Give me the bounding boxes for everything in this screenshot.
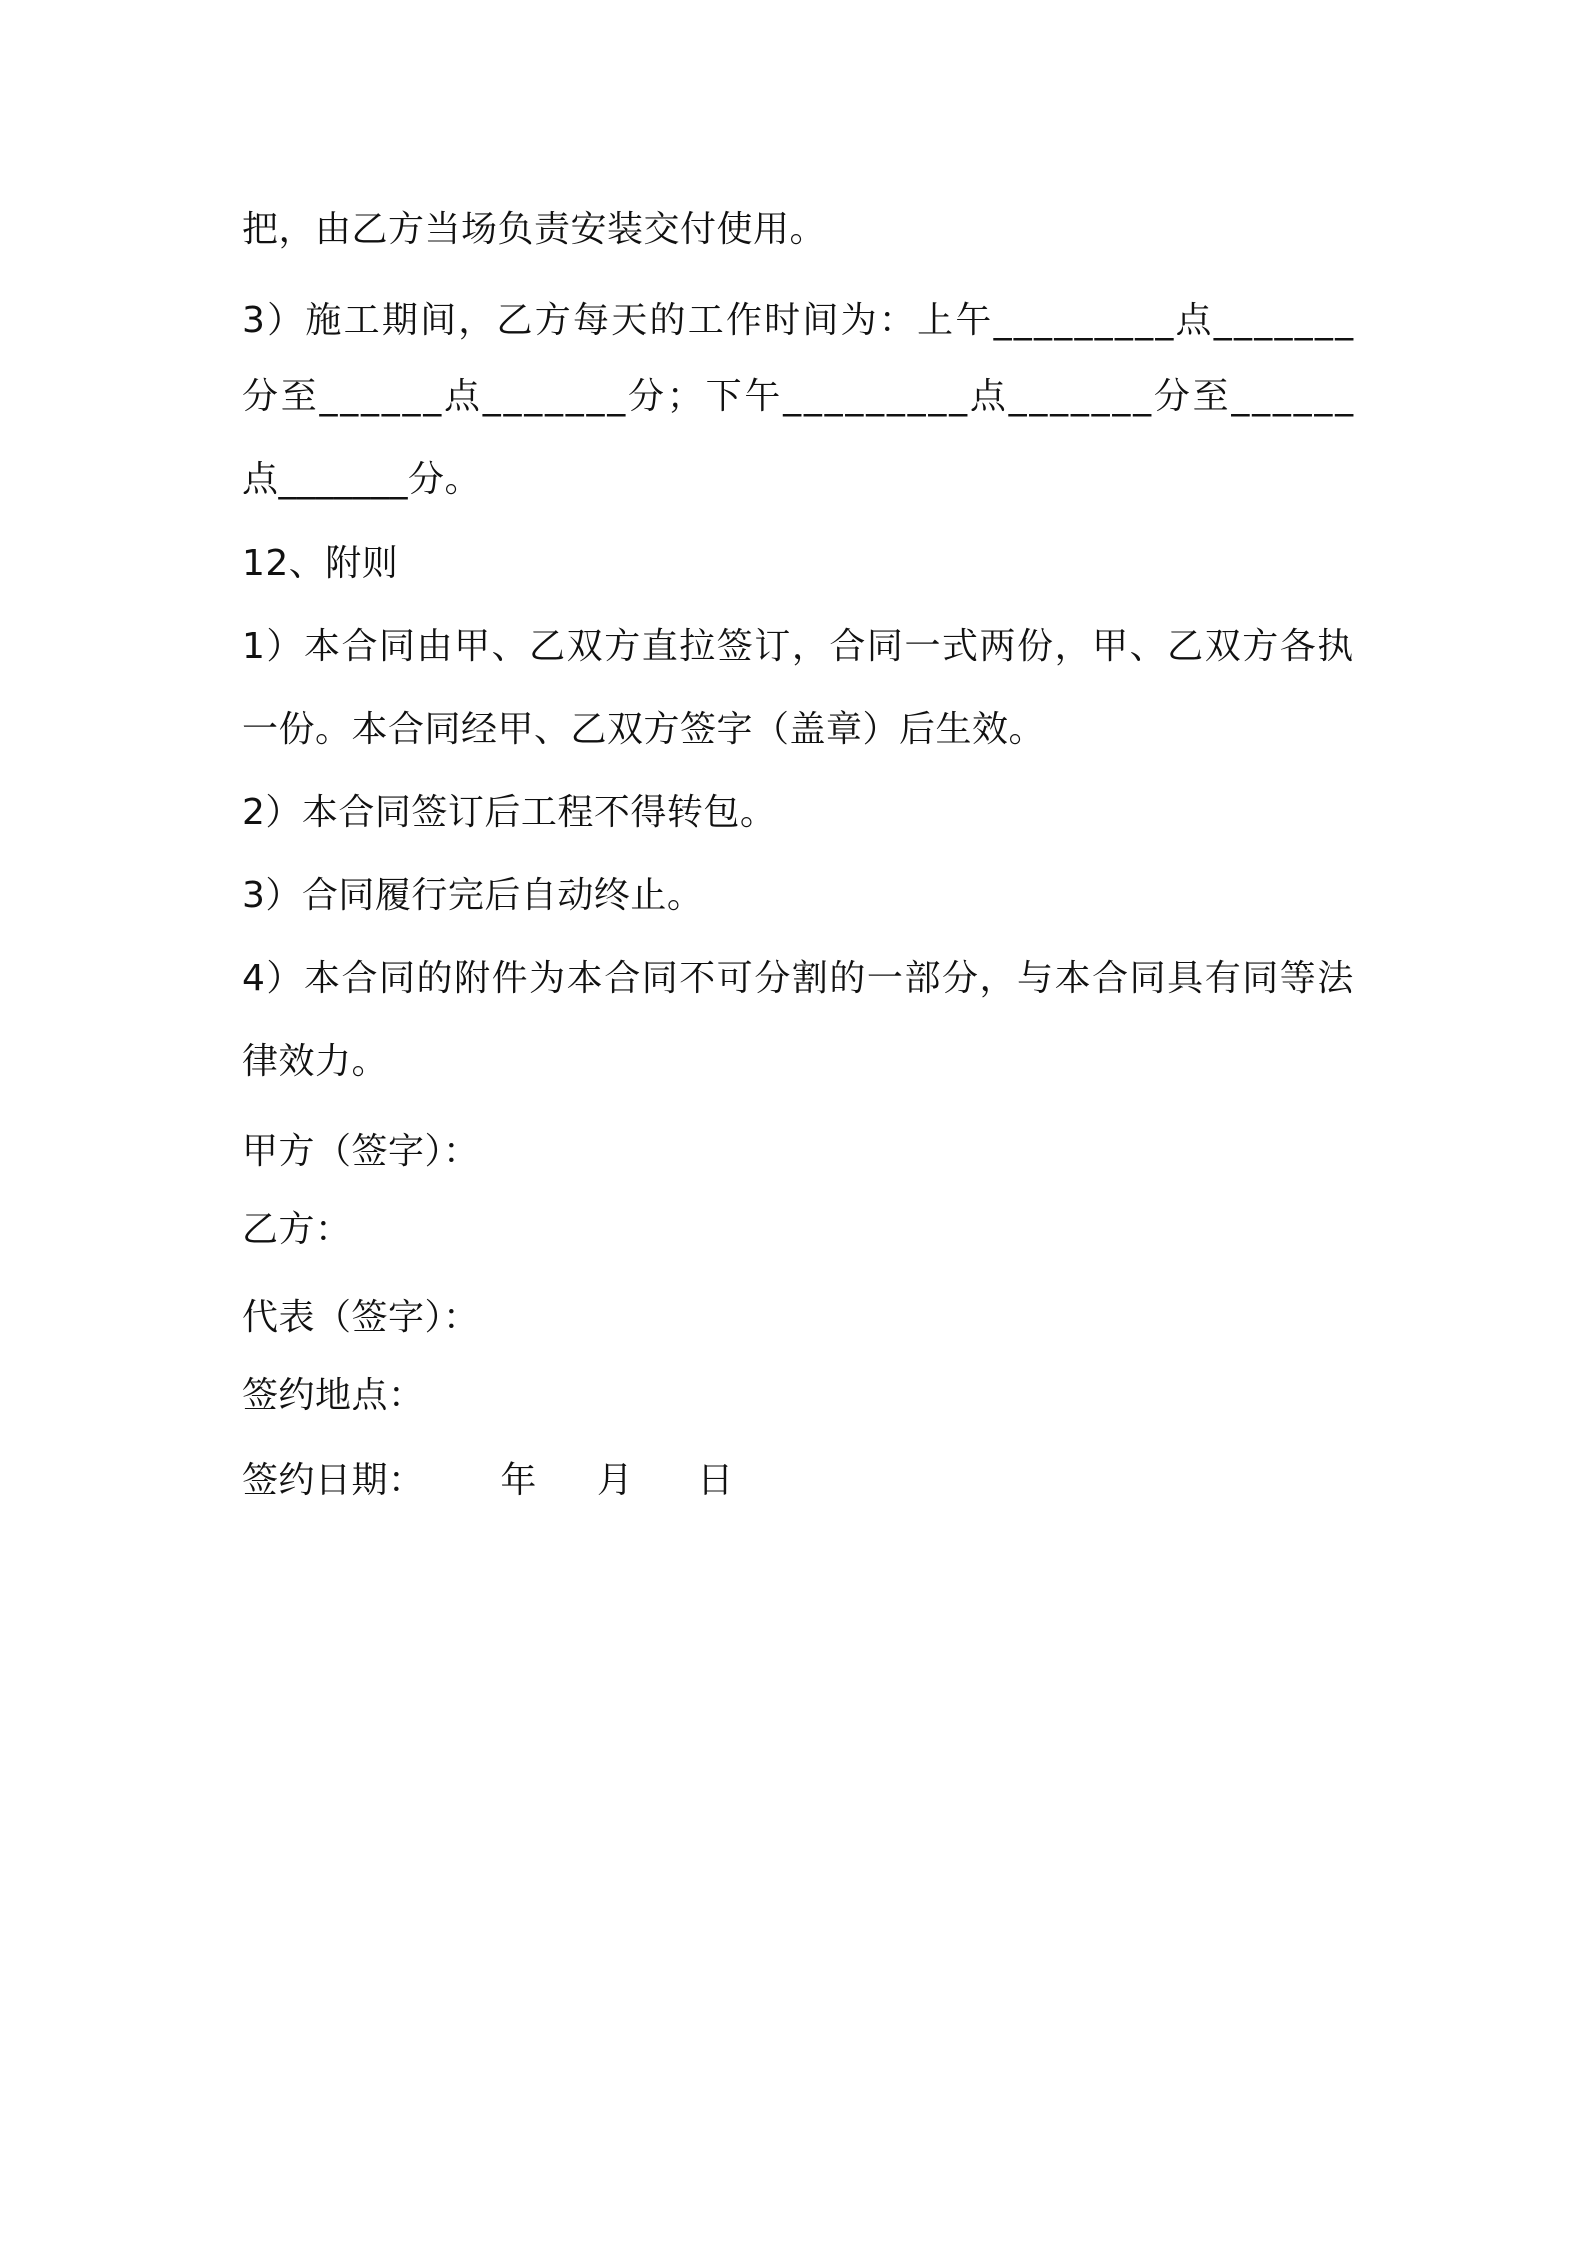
justified-char: 下	[705, 376, 743, 417]
justified-char: 、	[1129, 626, 1167, 667]
justified-char: 割	[791, 958, 829, 999]
justified-char: 部	[904, 958, 941, 999]
justified-char: 签	[716, 626, 754, 667]
section-heading-appendix: 12、附则	[242, 543, 399, 584]
justified-char: _	[1254, 300, 1273, 341]
justified-char: ，	[1054, 626, 1092, 667]
justified-char: 执	[1317, 626, 1354, 667]
justified-char: _	[824, 376, 844, 417]
justified-char: 方	[1242, 626, 1279, 667]
justified-char: 为	[529, 958, 566, 999]
justified-char: _	[1091, 376, 1111, 417]
justified-char: 同	[1242, 958, 1279, 999]
justified-char: 可	[716, 958, 754, 999]
justified-char: 分	[941, 958, 979, 999]
justified-char: 3	[242, 300, 266, 341]
justified-char: 工	[343, 300, 381, 341]
signature-party-b: 乙方：	[242, 1209, 352, 1250]
justified-char: 同	[379, 626, 416, 667]
justified-char: 工	[687, 300, 725, 341]
justified-char: 乙	[529, 626, 566, 667]
justified-char: _	[1034, 300, 1053, 341]
justified-char: 至	[1192, 376, 1230, 417]
justified-char: _	[1135, 300, 1154, 341]
justified-char: 合	[829, 626, 866, 667]
justified-char: 拉	[679, 626, 716, 667]
justified-char: 1	[242, 626, 266, 667]
justified-char: 不	[679, 958, 716, 999]
justified-char: 间	[802, 300, 839, 341]
paragraph-clause-4-line-2: 律效力。	[242, 1041, 389, 1082]
justified-char: 分	[242, 376, 279, 417]
justified-char: 4	[242, 958, 266, 999]
justified-char: _	[503, 376, 523, 417]
justified-char: _	[1133, 376, 1152, 417]
justified-char: 乙	[1167, 626, 1204, 667]
justified-char: _	[381, 376, 401, 417]
justified-char: _	[1008, 376, 1028, 417]
justified-char: 本	[1054, 958, 1092, 999]
justified-char: 期	[381, 300, 419, 341]
justified-char: 分	[628, 376, 665, 417]
justified-char: _	[1294, 300, 1314, 341]
justified-char: 合	[341, 958, 378, 999]
justified-char: 午	[744, 376, 781, 417]
justified-char: 合	[341, 626, 378, 667]
signature-party-a: 甲方（签字）：	[242, 1131, 480, 1172]
justified-char: 同	[1129, 958, 1167, 999]
justified-char: 每	[573, 300, 610, 341]
justified-char: 订	[754, 626, 791, 667]
justified-char: ）	[266, 958, 303, 999]
justified-char: 甲	[454, 626, 491, 667]
justified-char: _	[565, 376, 585, 417]
justified-char: 天	[611, 300, 648, 341]
justified-char: 同	[641, 958, 679, 999]
justified-char: 份	[1017, 626, 1054, 667]
justified-char: _	[1234, 300, 1253, 341]
justified-char: _	[886, 376, 906, 417]
signing-date-row	[242, 1459, 734, 1503]
justified-char: _	[524, 376, 543, 417]
signing-date-label: 签约日期：	[242, 1460, 425, 1501]
justified-char: 甲	[1092, 626, 1129, 667]
justified-char: _	[1013, 300, 1033, 341]
justified-char: _	[783, 376, 802, 417]
justified-char: 为	[840, 300, 878, 341]
justified-char: 由	[416, 626, 454, 667]
justified-char: ，	[458, 300, 495, 341]
paragraph-work-hours-line-2	[242, 375, 1354, 419]
justified-char: 一	[904, 626, 941, 667]
justified-char: 的	[829, 958, 866, 999]
justified-char: 点	[969, 376, 1007, 417]
justified-char: 分	[1153, 376, 1191, 417]
justified-char: 各	[1279, 626, 1317, 667]
justified-char: _	[1054, 300, 1073, 341]
justified-char: 方	[534, 300, 572, 341]
justified-char: 时	[764, 300, 801, 341]
justified-char: 合	[604, 958, 641, 999]
justified-char: 的	[649, 300, 686, 341]
justified-char: 点	[444, 376, 481, 417]
signing-date-day: 日	[697, 1460, 734, 1501]
justified-char: _	[845, 376, 864, 417]
justified-char: _	[1155, 300, 1174, 341]
justified-char: _	[1050, 376, 1069, 417]
paragraph-work-hours-line-3: 点_______分。	[242, 459, 482, 500]
paragraph-clause-2: 2）本合同签订后工程不得转包。	[242, 792, 777, 833]
justified-char: _	[340, 376, 359, 417]
paragraph-clause-3: 3）合同履行完后自动终止。	[242, 875, 704, 916]
justified-char: ；	[666, 376, 704, 417]
justified-char: 的	[416, 958, 454, 999]
justified-char: 等	[1279, 958, 1317, 999]
justified-char: _	[586, 376, 606, 417]
justified-char: _	[1112, 376, 1131, 417]
justified-char: 点	[1175, 300, 1213, 341]
justified-char: 双	[566, 626, 604, 667]
justified-char: 方	[604, 626, 641, 667]
justified-char: ，	[979, 958, 1017, 999]
justified-char: _	[803, 376, 823, 417]
justified-char: 作	[725, 300, 763, 341]
justified-char: _	[1335, 300, 1354, 341]
justified-char: _	[1314, 376, 1333, 417]
paragraph-clause-1-line-2: 一份。本合同经甲、乙双方签字（盖章）后生效。	[242, 709, 1046, 750]
justified-char: _	[907, 376, 927, 417]
justified-char: _	[1213, 300, 1233, 341]
justified-char: 分	[754, 958, 791, 999]
justified-char: _	[607, 376, 626, 417]
justified-char: _	[993, 300, 1013, 341]
paragraph-clause-1-line-1	[242, 625, 1354, 669]
paragraph-work-hours-line-1	[242, 299, 1354, 343]
justified-char: 合	[1092, 958, 1129, 999]
justified-char: 直	[641, 626, 679, 667]
justified-char: 式	[941, 626, 979, 667]
justified-char: _	[423, 376, 442, 417]
paragraph-clause-4-line-1	[242, 957, 1354, 1001]
justified-char: ，	[791, 626, 829, 667]
justified-char: ：	[878, 300, 916, 341]
justified-char: _	[1231, 376, 1250, 417]
justified-char: _	[1114, 300, 1134, 341]
justified-char: 上	[917, 300, 954, 341]
justified-char: ）	[267, 300, 304, 341]
justified-char: 法	[1317, 958, 1354, 999]
justified-char: 本	[303, 958, 341, 999]
justified-char: 附	[454, 958, 491, 999]
signing-date-month: 月	[596, 1460, 634, 1501]
justified-char: 双	[1204, 626, 1242, 667]
justified-char: 件	[491, 958, 529, 999]
justified-char: _	[1094, 300, 1114, 341]
justified-char: _	[928, 376, 947, 417]
paragraph-installation-end: 把，由乙方当场负责安装交付使用。	[242, 209, 827, 250]
justified-char: 午	[955, 300, 992, 341]
justified-char: _	[402, 376, 422, 417]
justified-char: 同	[866, 626, 904, 667]
justified-char: 同	[379, 958, 416, 999]
justified-char: 一	[866, 958, 904, 999]
justified-char: _	[1272, 376, 1292, 417]
justified-char: _	[361, 376, 380, 417]
justified-char: 施	[305, 300, 342, 341]
justified-char: 两	[979, 626, 1017, 667]
justified-char: _	[1252, 376, 1271, 417]
justified-char: _	[1029, 376, 1048, 417]
justified-char: _	[1070, 376, 1090, 417]
justified-char: _	[1293, 376, 1313, 417]
justified-char: ）	[266, 626, 303, 667]
justified-char: _	[482, 376, 502, 417]
justified-char: _	[1335, 376, 1354, 417]
justified-char: 、	[491, 626, 529, 667]
justified-char: _	[545, 376, 564, 417]
justified-char: 与	[1017, 958, 1054, 999]
justified-char: _	[1074, 300, 1093, 341]
signing-location: 签约地点：	[242, 1375, 425, 1416]
justified-char: _	[866, 376, 885, 417]
justified-char: 有	[1204, 958, 1242, 999]
signing-date-year: 年	[500, 1460, 537, 1501]
justified-char: _	[319, 376, 339, 417]
justified-char: _	[1274, 300, 1293, 341]
signature-representative: 代表（签字）：	[242, 1297, 480, 1338]
justified-char: 本	[303, 626, 341, 667]
justified-char: _	[949, 376, 968, 417]
justified-char: 本	[566, 958, 604, 999]
justified-char: 具	[1167, 958, 1204, 999]
justified-char: 乙	[496, 300, 534, 341]
justified-char: 至	[280, 376, 318, 417]
justified-char: 间	[420, 300, 457, 341]
justified-char: _	[1314, 300, 1334, 341]
